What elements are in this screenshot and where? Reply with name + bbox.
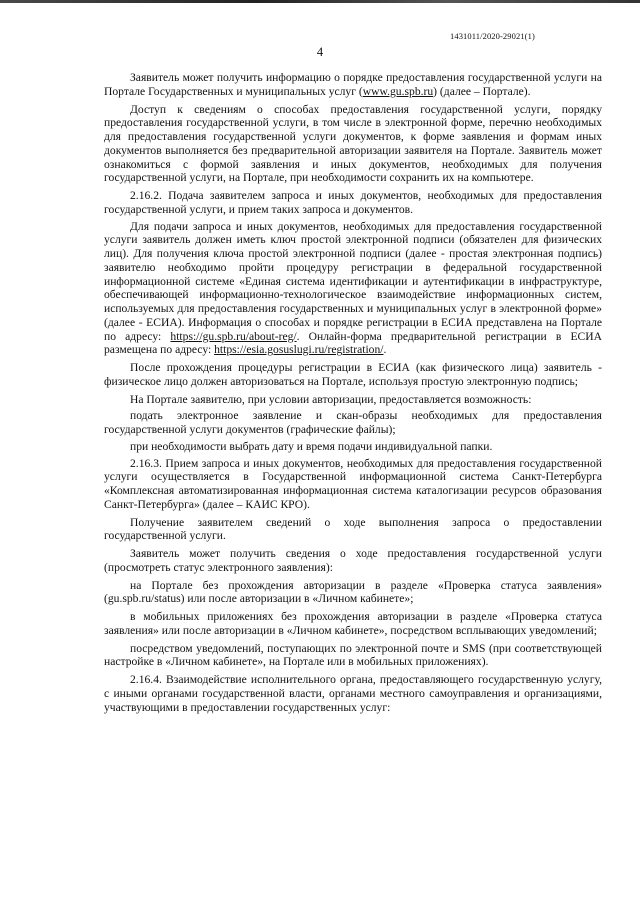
esia-registration-link[interactable]: https://esia.gosuslugi.ru/registration/ xyxy=(214,343,384,357)
about-reg-link[interactable]: https://gu.spb.ru/about-reg/ xyxy=(170,329,297,343)
paragraph-status-info: Получение заявителем сведений о ходе выполнения запроса о предоставлении государственной услуги. xyxy=(104,515,602,543)
paragraph-select-date: при необходимости выбрать дату и время подачи индивидуальной папки. xyxy=(130,439,493,453)
paragraph-status-ways: Заявитель может получить сведения о ходе предоставления государственной услуги (просмотреть статус электронного заявления): xyxy=(104,547,602,574)
page-number: 4 xyxy=(316,45,324,59)
document-body xyxy=(104,71,602,718)
document-number: 1431011/2020-29021(1) xyxy=(450,31,535,41)
paragraph-status-mobile: в мобильных приложениях без прохождения авторизации в разделе «Проверка статуса заявления» или после авторизации в «Личном кабинете», посредством всплывающих уведомлений; xyxy=(104,610,602,637)
paragraph-submit-application: подать электронное заявление и скан-образы необходимых для предоставления государственной услуги документов (графические файлы); xyxy=(104,409,602,436)
text-fragment: . xyxy=(383,343,387,357)
paragraph-portal-capabilities: На Портале заявителю, при условии авторизации, предоставляется возможность: xyxy=(130,392,532,406)
paragraph-2-16-3: 2.16.3. Прием запроса и иных документов, необходимых для предоставления государственной услуги осуществляется в Государственной информационной система Санкт-Петербурга «Комплексная автоматизированная информационная система каталогизации ресурсов образования Санкт-Петербурга» (далее – КАИС КРО). xyxy=(104,456,602,511)
paragraph-status-notifications: посредством уведомлений, поступающих по электронной почте и SMS (при соответствующей настройке в «Личном кабинете», на Портале или в мобильных приложениях). xyxy=(104,641,602,669)
paragraph-esia-registration xyxy=(104,220,602,358)
text-fragment: ) (далее – Портале). xyxy=(433,84,531,98)
paragraph-after-registration: После прохождения процедуры регистрации в ЕСИА (как физического лица) заявитель - физическое лицо должен авторизоваться на Портале, используя простую электронную подпись; xyxy=(104,361,602,388)
portal-link[interactable]: www.gu.spb.ru xyxy=(362,84,434,98)
text-fragment: Заявитель может получить информацию о порядке предоставления государственной услуги на Портале Государственных и муниципальных услуг ( xyxy=(104,71,602,98)
paragraph-access-info: Доступ к сведениям о способах предоставления государственной услуги, порядку предоставления государственной услуги, в том числе в электронной форме, перечню необходимых для предоставления государственной услуги документов, к форме заявления и формам иных документов выполняется без предварительной авторизации заявителя на Портале. Заявитель может ознакомиться с формой заявления и иных документов, необходимых для получения государственной услуги, на Портале, при необходимости сохранить их на компьютере. xyxy=(104,102,602,185)
text-fragment: . Онлайн-форма предварительной регистрации в ЕСИА размещена по адресу: xyxy=(104,329,603,357)
top-scan-rule xyxy=(0,0,640,3)
paragraph-2-16-4: 2.16.4. Взаимодействие исполнительного органа, предоставляющего государственную услугу, с иными органами государственной власти, органами местного самоуправления и организациями, участвующими в предоставлении государственных услуг: xyxy=(104,673,602,714)
paragraph-portal-info xyxy=(104,71,602,99)
paragraph-status-portal: на Портале без прохождения авторизации в разделе «Проверка статуса заявления» (gu.spb.ru/status) или после авторизации в «Личном кабинете»; xyxy=(104,578,602,606)
paragraph-2-16-2: 2.16.2. Подача заявителем запроса и иных документов, необходимых для предоставления государственной услуги, и прием таких запроса и документов. xyxy=(104,189,602,216)
text-fragment: Для подачи запроса и иных документов, необходимых для предоставления государственной услуги заявитель должен иметь ключ простой электронной подписи (обязателен для физических лиц). Для получения ключа простой электронной подписи (далее - простая электронная подпись) заявителю необходимо пройти процедуру регистрации в федеральной государственной информационной системе «Единая система идентификации и аутентификации в инфраструктуре, обеспечивающей информационно-технологическое взаимодействие информационных систем, используемых для предоставления государственных и муниципальных услуг в электронной форме» (далее - ЕСИА). Информация о способах и порядке регистрации в ЕСИА представлена на Портале по адресу: xyxy=(104,219,602,343)
